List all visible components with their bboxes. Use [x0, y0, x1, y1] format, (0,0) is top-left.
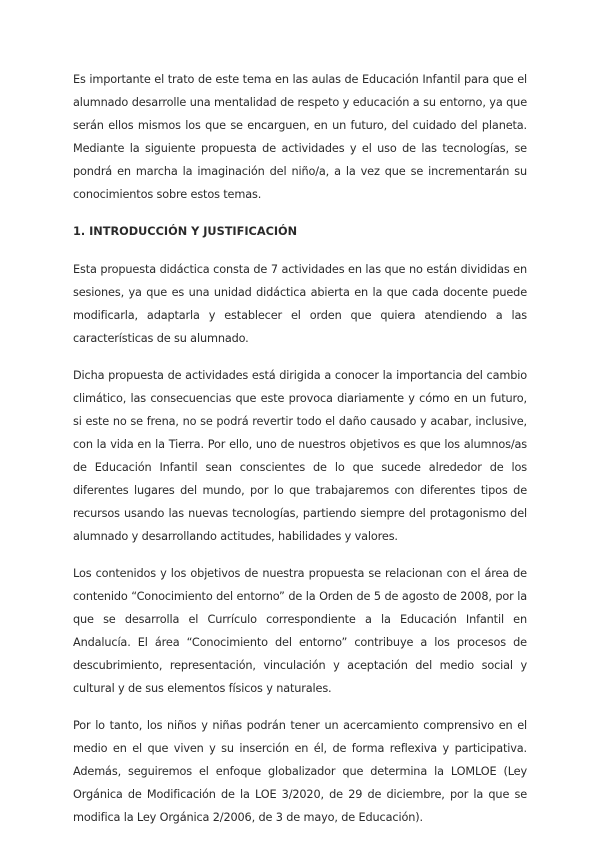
body-paragraph: Por lo tanto, los niños y niñas podrán tener un acercamiento comprensivo en el medio en el que viven y su inserción en él, de forma reflexiva y participativa. Además, seguiremos el enfoque globalizador que determina la LOMLOE (Ley Orgánica de Modificación de la LOE 3/2020, de 29 de diciembre, por la que se modifica la Ley Orgánica 2/2006, de 3 de mayo, de Educación). — [73, 719, 527, 824]
intro-paragraph: Es importante el trato de este tema en las aulas de Educación Infantil para que el alumnado desarrolle una mentalidad de respeto y educación a su entorno, ya que serán ellos mismos los que se encarguen, en un futuro, del cuidado del planeta. Mediante la siguiente propuesta de actividades y el uso de las tecnologías, se pondrá en marcha la imaginación del niño/a, a la vez que se incrementarán su conocimientos sobre estos temas. — [73, 73, 527, 201]
body-paragraph: Los contenidos y los objetivos de nuestra propuesta se relacionan con el área de contenido “Conocimiento del entorno” de la Orden de 5 de agosto de 2008, por la que se desarrolla el Currículo correspondiente a la Educación Infantil en Andalucía. El área “Conocimiento del entorno” contribuye a los procesos de descubrimiento, representación, vinculación y aceptación del medio social y cultural y de sus elementos físicos y naturales. — [73, 567, 527, 695]
document-page — [73, 68, 527, 843]
body-paragraph: Esta propuesta didáctica consta de 7 actividades en las que no están divididas en sesiones, ya que es una unidad didáctica abierta en la que cada docente puede modificarla, adaptarla y establecer el orden que quiera atendiendo a las características de su alumnado. — [73, 263, 527, 345]
section-heading: 1. INTRODUCCIÓN Y JUSTIFICACIÓN — [73, 225, 298, 238]
body-paragraph: Dicha propuesta de actividades está dirigida a conocer la importancia del cambio climático, las consecuencias que este provoca diariamente y cómo en un futuro, si este no se frena, no se podrá revertir todo el daño causado y acabar, inclusive, con la vida en la Tierra. Por ello, uno de nuestros objetivos es que los alumnos/as de Educación Infantil sean conscientes de lo que sucede alrededor de los diferentes lugares del mundo, por lo que trabajaremos con diferentes tipos de recursos usando las nuevas tecnologías, partiendo siempre del protagonismo del alumnado y desarrollando actitudes, habilidades y valores. — [73, 369, 527, 543]
